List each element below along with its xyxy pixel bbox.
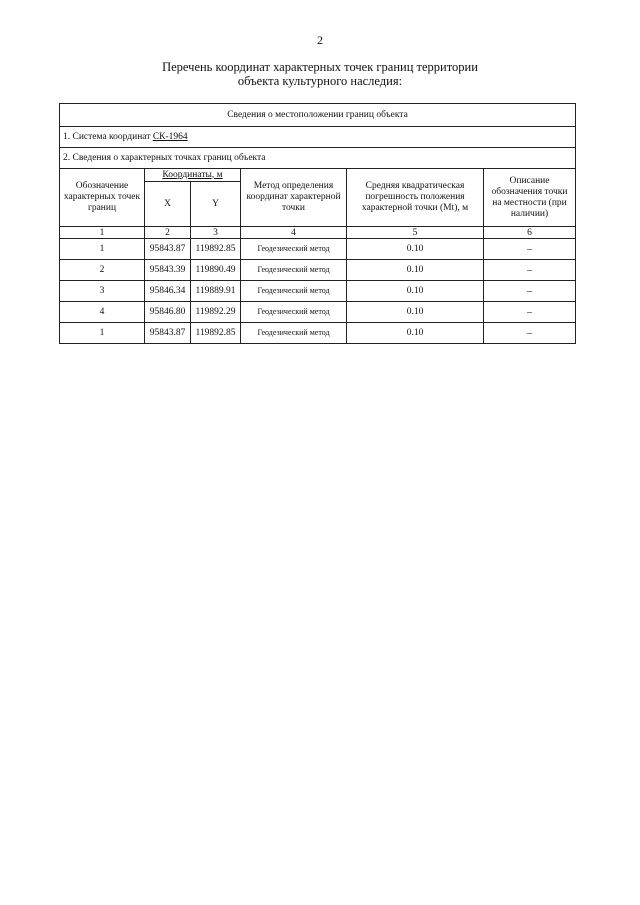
column-number: 2 <box>145 227 191 239</box>
point-description: – <box>484 239 576 260</box>
method: Геодезический метод <box>241 302 347 323</box>
coord-x: 95843.87 <box>145 323 191 344</box>
method: Геодезический метод <box>241 323 347 344</box>
coord-y: 119892.85 <box>191 239 241 260</box>
title-line: Перечень координат характерных точек границ территории <box>162 60 478 74</box>
column-number: 1 <box>60 227 145 239</box>
coord-y: 119890.49 <box>191 260 241 281</box>
coordinates-table <box>59 103 576 344</box>
header-description: Описание обозначения точки на местности (при наличии) <box>484 169 576 227</box>
point-description: – <box>484 281 576 302</box>
header-designation: Обозначение характерных точек границ <box>60 169 145 227</box>
point-id: 2 <box>60 260 145 281</box>
error-value: 0.10 <box>347 239 484 260</box>
section-title: Сведения о местоположении границ объекта <box>60 104 576 127</box>
point-description: – <box>484 260 576 281</box>
coord-x: 95843.39 <box>145 260 191 281</box>
coord-y: 119892.29 <box>191 302 241 323</box>
method: Геодезический метод <box>241 281 347 302</box>
table-row <box>60 281 576 302</box>
error-value: 0.10 <box>347 323 484 344</box>
method: Геодезический метод <box>241 239 347 260</box>
header-method: Метод определения координат характерной точки <box>241 169 347 227</box>
coordinate-system-label: 1. Система координат <box>63 132 153 142</box>
column-number: 3 <box>191 227 241 239</box>
coordinate-system-row <box>60 127 576 148</box>
column-number: 5 <box>347 227 484 239</box>
table-row <box>60 323 576 344</box>
coord-y: 119892.85 <box>191 323 241 344</box>
point-id: 1 <box>60 323 145 344</box>
column-number: 4 <box>241 227 347 239</box>
table-row <box>60 239 576 260</box>
column-number: 6 <box>484 227 576 239</box>
error-value: 0.10 <box>347 260 484 281</box>
points-section-label: 2. Сведения о характерных точках границ объекта <box>60 148 576 169</box>
point-id: 4 <box>60 302 145 323</box>
coord-x: 95843.87 <box>145 239 191 260</box>
coord-x: 95846.80 <box>145 302 191 323</box>
page-number: 2 <box>317 33 323 47</box>
table-row <box>60 302 576 323</box>
table-row <box>60 260 576 281</box>
coord-x: 95846.34 <box>145 281 191 302</box>
point-description: – <box>484 323 576 344</box>
error-value: 0.10 <box>347 302 484 323</box>
point-description: – <box>484 302 576 323</box>
point-id: 1 <box>60 239 145 260</box>
coordinate-system-value: СК-1964 <box>152 132 188 142</box>
point-id: 3 <box>60 281 145 302</box>
error-value: 0.10 <box>347 281 484 302</box>
header-x: X <box>145 182 191 227</box>
method: Геодезический метод <box>241 260 347 281</box>
header-error: Средняя квадратическая погрешность положения характерной точки (Mt), м <box>347 169 484 227</box>
document-title <box>0 60 640 88</box>
title-line: объекта культурного наследия: <box>237 74 403 88</box>
header-y: Y <box>191 182 241 227</box>
header-coordinates: Координаты, м <box>145 169 241 182</box>
coord-y: 119889.91 <box>191 281 241 302</box>
